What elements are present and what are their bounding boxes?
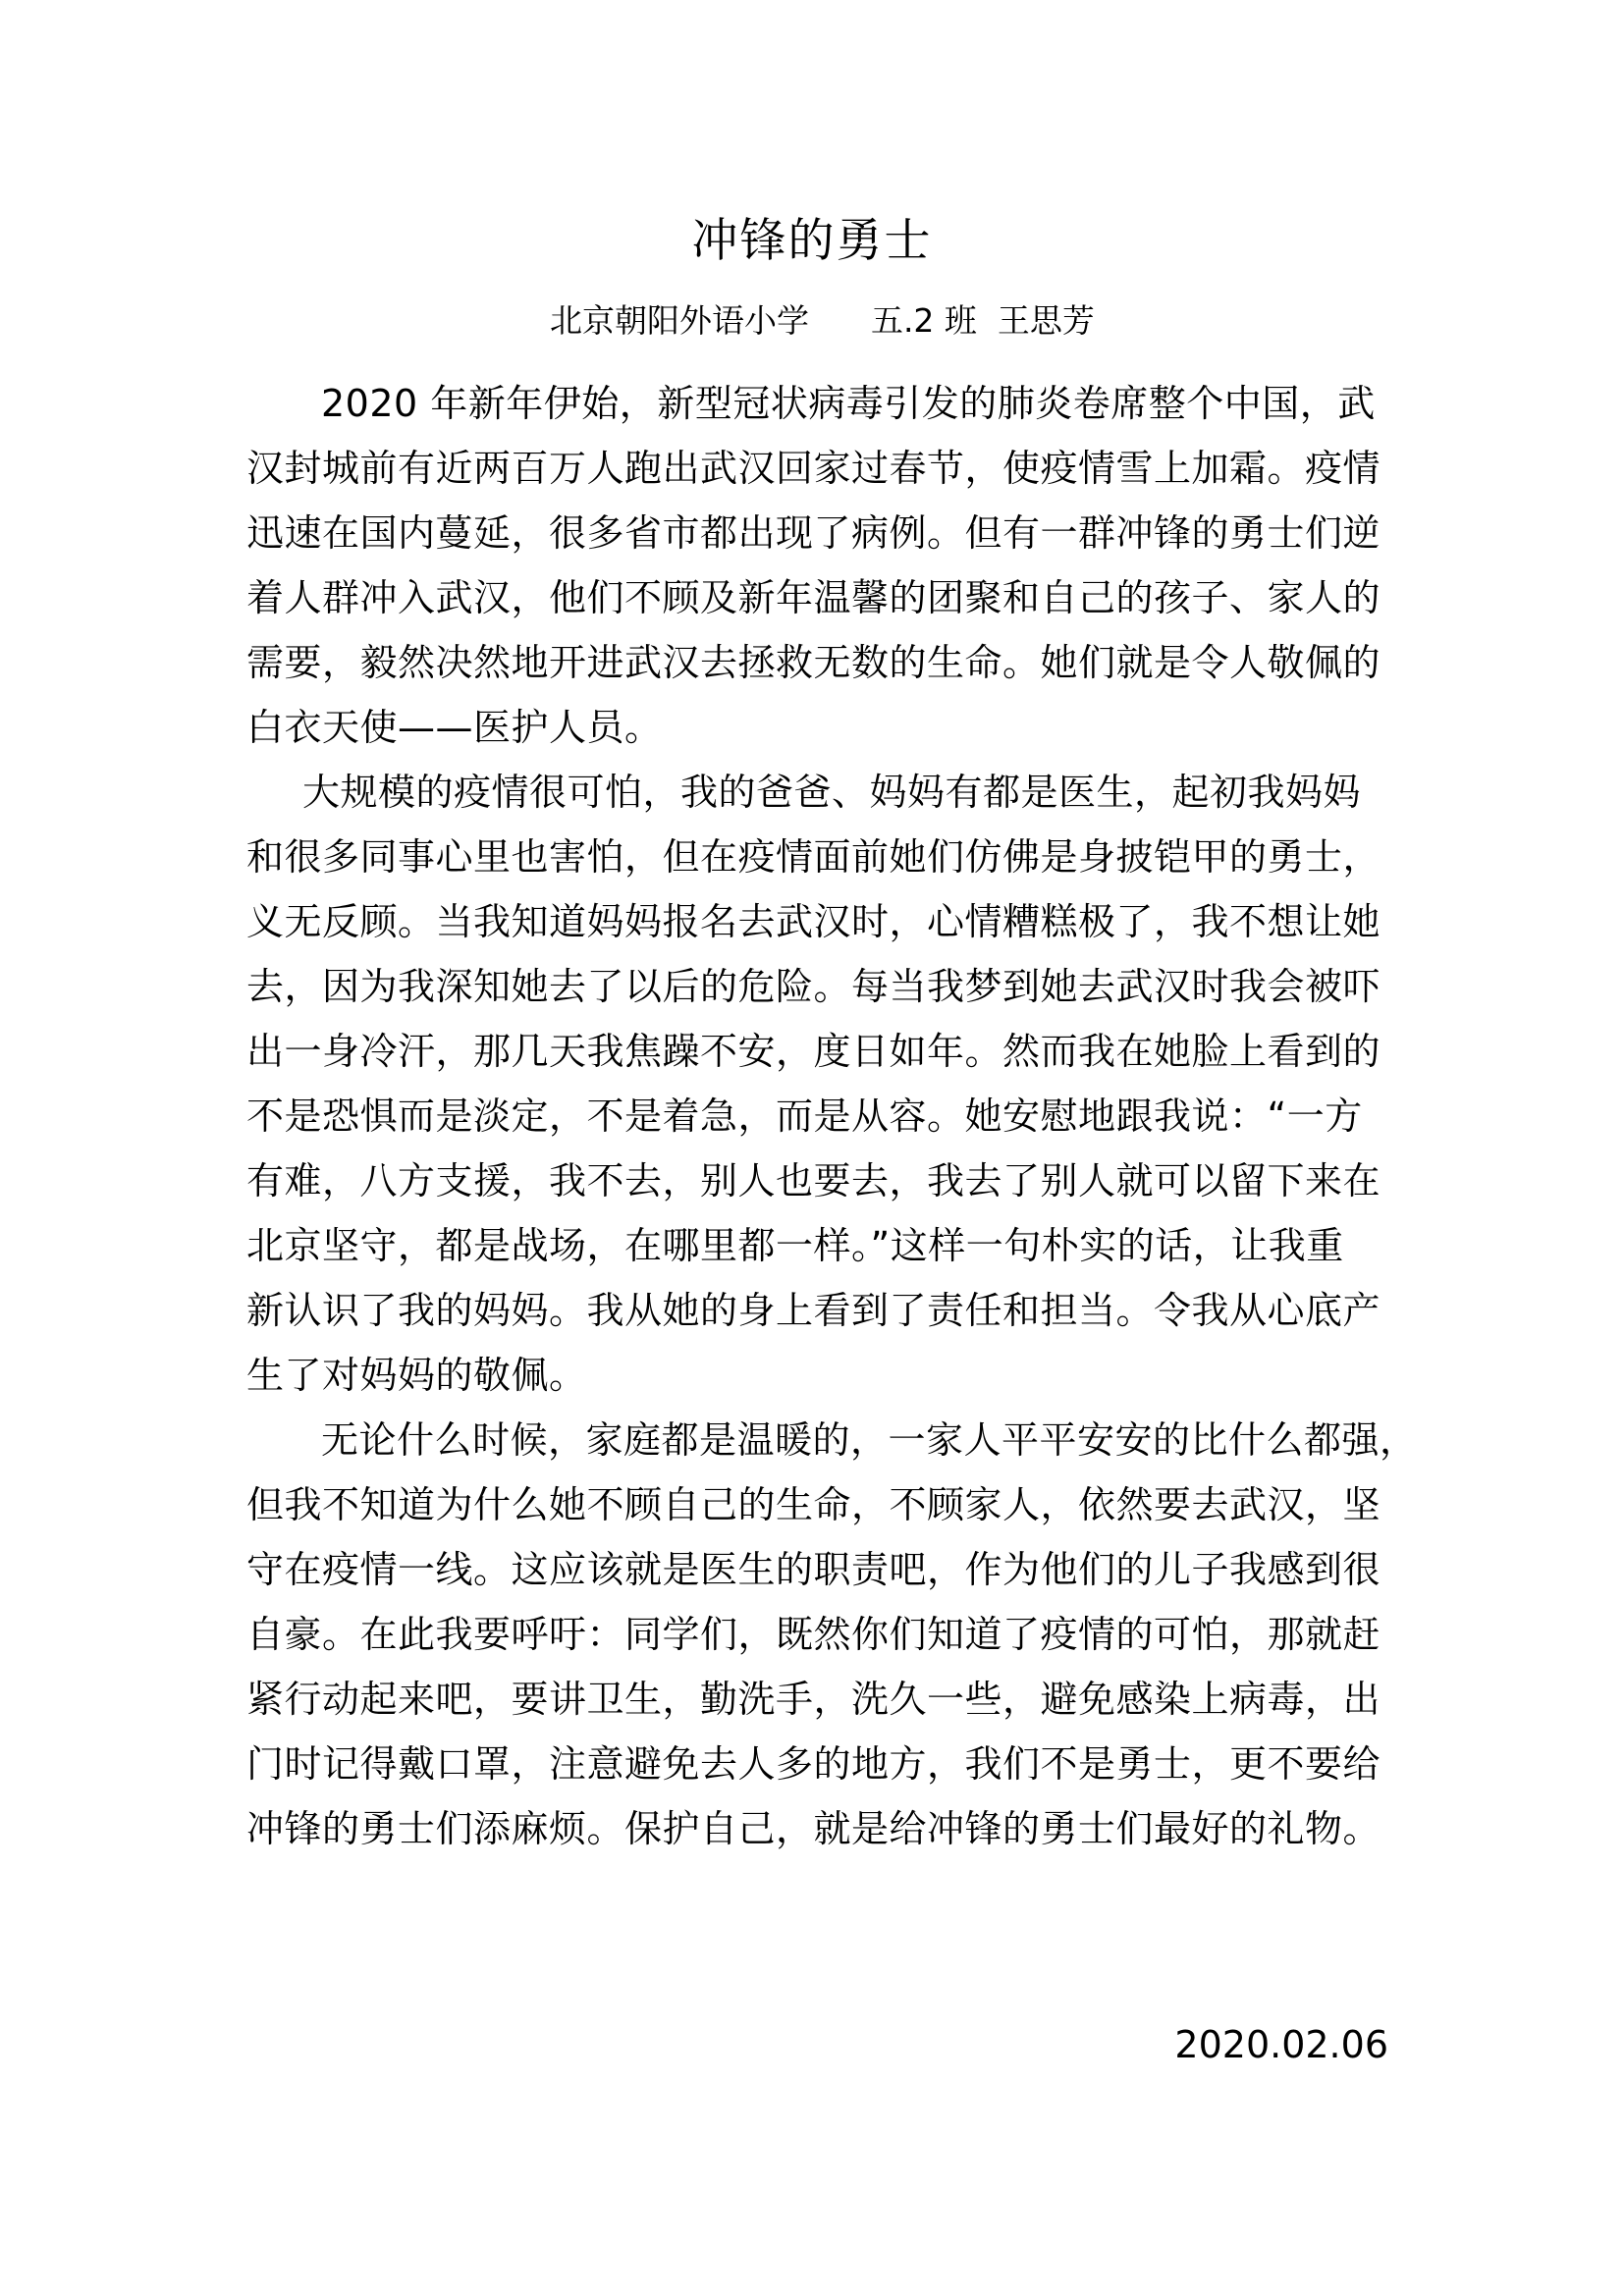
text-line: 紧行动起来吧，要讲卫生，勤洗手，洗久一些，避免感染上病毒，出	[246, 1678, 1381, 1721]
text-line: 守在疫情一线。这应该就是医生的职责吧，作为他们的儿子我感到很	[246, 1548, 1381, 1591]
text-line: 出一身冷汗，那几天我焦躁不安，度日如年。然而我在她脸上看到的	[246, 1030, 1381, 1073]
text-line: 着人群冲入武汉，他们不顾及新年温馨的团聚和自己的孩子、家人的	[246, 576, 1381, 619]
text-line: 有难，八方支援，我不去，别人也要去，我去了别人就可以留下来在	[246, 1159, 1381, 1202]
text-line: 义无反顾。当我知道妈妈报名去武汉时，心情糟糕极了，我不想让她	[246, 900, 1381, 943]
text-line: 和很多同事心里也害怕，但在疫情面前她们仿佛是身披铠甲的勇士，	[246, 835, 1381, 879]
text-line: 2020 年新年伊始，新型冠状病毒引发的肺炎卷席整个中国，武	[321, 382, 1376, 425]
text-line: 汉封城前有近两百万人跑出武汉回家过春节，使疫情雪上加霜。疫情	[246, 447, 1381, 490]
paragraph-2	[246, 760, 1395, 1408]
author-byline: 北京朝阳外语小学 五.2 班 王思芳	[550, 301, 1095, 340]
text-line: 不是恐惧而是淡定，不是着急，而是从容。她安慰地跟我说：“一方	[246, 1095, 1363, 1138]
text-line: 迅速在国内蔓延，很多省市都出现了病例。但有一群冲锋的勇士们逆	[246, 511, 1381, 555]
text-line: 门时记得戴口罩，注意避免去人多的地方，我们不是勇士，更不要给	[246, 1742, 1381, 1786]
text-line: 去，因为我深知她去了以后的危险。每当我梦到她去武汉时我会被吓	[246, 965, 1381, 1008]
paragraph-3	[246, 1408, 1418, 1861]
text-line: 需要，毅然决然地开进武汉去拯救无数的生命。她们就是令人敬佩的	[246, 641, 1381, 684]
text-line: 无论什么时候，家庭都是温暖的，一家人平平安安的比什么都强，	[321, 1418, 1418, 1462]
essay-title: 冲锋的勇士	[691, 214, 933, 268]
text-line: 北京坚守，都是战场，在哪里都一样。”这样一句朴实的话，让我重	[246, 1224, 1344, 1267]
text-line: 大规模的疫情很可怕，我的爸爸、妈妈有都是医生，起初我妈妈	[302, 771, 1362, 814]
text-line: 但我不知道为什么她不顾自己的生命，不顾家人，依然要去武汉，坚	[246, 1483, 1381, 1526]
text-line: 自豪。在此我要呼吁：同学们，既然你们知道了疫情的可怕，那就赶	[246, 1613, 1381, 1656]
text-line: 冲锋的勇士们添麻烦。保护自己，就是给冲锋的勇士们最好的礼物。	[246, 1807, 1381, 1850]
paragraph-1	[246, 371, 1395, 760]
essay-date: 2020.02.06	[1174, 2023, 1388, 2066]
essay-body	[246, 371, 1418, 1861]
text-line: 生了对妈妈的敬佩。	[246, 1354, 587, 1397]
text-line: 新认识了我的妈妈。我从她的身上看到了责任和担当。令我从心底产	[246, 1289, 1381, 1332]
text-line: 白衣天使——医护人员。	[246, 706, 663, 749]
